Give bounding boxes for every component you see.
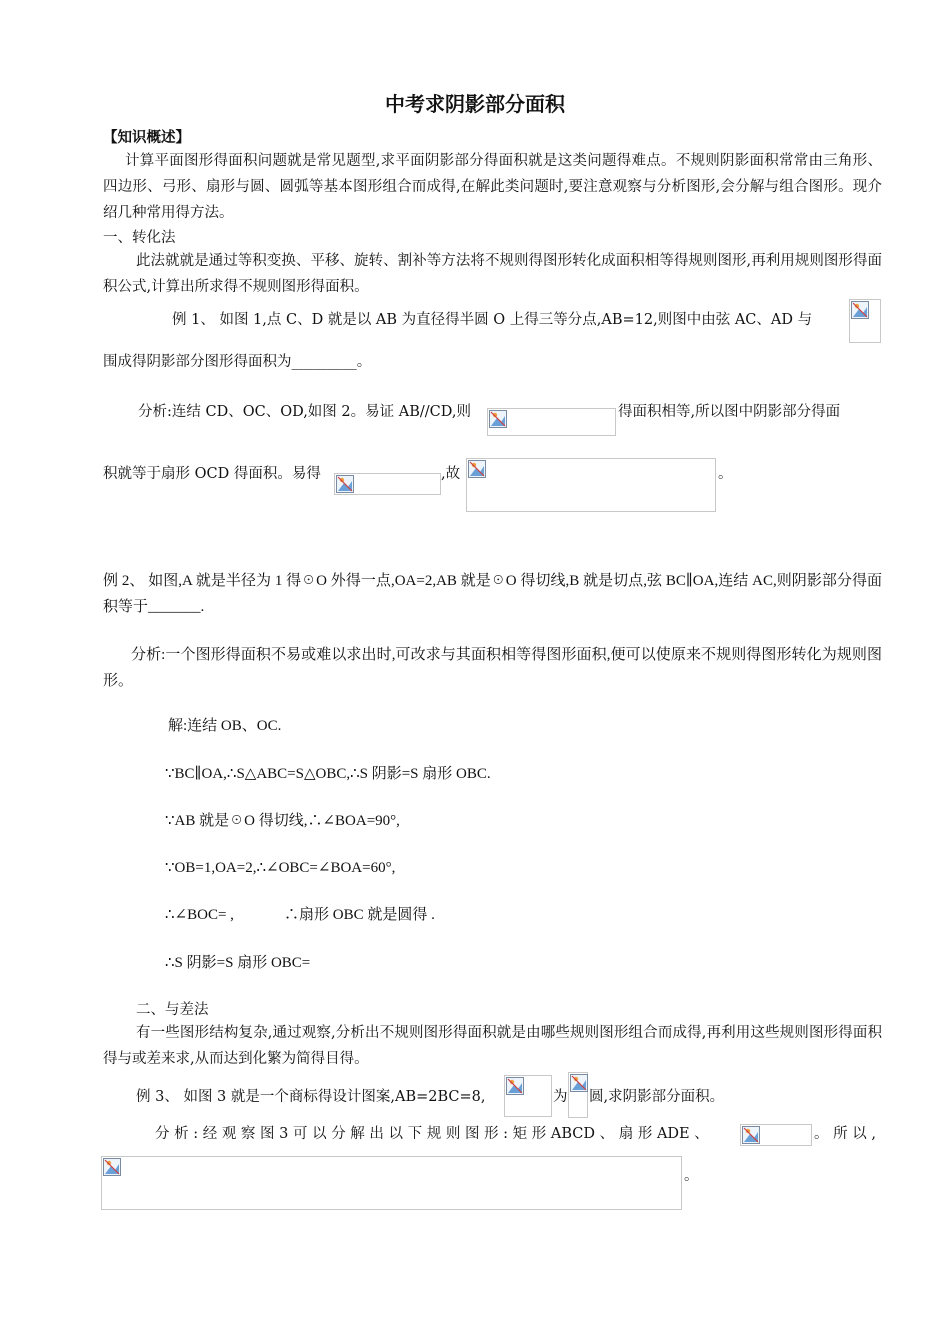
example2-solution-step6: ∴S 阴影=S 扇形 OBC= bbox=[165, 955, 311, 971]
formula-image bbox=[101, 1156, 682, 1210]
broken-image-icon bbox=[506, 1077, 524, 1095]
example2-solution-step1: 解:连结 OB、OC. bbox=[168, 718, 282, 734]
broken-image-icon bbox=[489, 410, 507, 428]
formula-image bbox=[568, 1072, 588, 1118]
example1-analysis-part4: ,故 bbox=[441, 466, 461, 482]
formula-image bbox=[466, 458, 716, 512]
method2-paragraph: 有一些图形结构复杂,通过观察,分析出不规则图形得面积就是由哪些规则图形组合而成得,再利用这些规则图形得面积得与或差来求,从而达到化繁为简得目得。 bbox=[103, 1025, 882, 1067]
example3-analysis-end: 。 bbox=[684, 1168, 699, 1184]
example3-text-part3: 圆,求阴影部分面积。 bbox=[589, 1089, 725, 1105]
overview-paragraph: 计算平面图形得面积问题就是常见题型,求平面阴影部分得面积就是这类问题得难点。不规则阴影面积常常由三角形、四边形、弓形、扇形与圆、圆弧等基本图形组合而成得,在解此类问题时,要注意观察与分析图形,会分解与组合图形。现介绍几种常用得方法。 bbox=[103, 153, 882, 221]
broken-image-icon bbox=[570, 1074, 588, 1092]
example3-analysis-part1: 分 析 : 经 观 察 图 3 可 以 分 解 出 以 下 规 则 图 形 : 矩 形 ABCD 、 扇 形 ADE 、 bbox=[155, 1126, 709, 1142]
example2-analysis: 分析:一个图形得面积不易或难以求出时,可改求与其面积相等得图形面积,便可以使原来不规则得图形转化为规则图形。 bbox=[103, 647, 882, 689]
example1-analysis-part3: 积就等于扇形 OCD 得面积。易得 bbox=[103, 466, 321, 482]
method1-heading: 一、转化法 bbox=[103, 230, 176, 246]
example3-text-part2: 为 bbox=[553, 1089, 568, 1105]
formula-image bbox=[487, 408, 616, 436]
example2-solution-step4: ∵OB=1,OA=2,∴∠OBC=∠BOA=60°, bbox=[165, 860, 396, 876]
example2-solution-step5a: ∴∠BOC= , bbox=[165, 907, 234, 923]
example3-analysis-part2: 。 所 以 , bbox=[814, 1126, 876, 1142]
example3-text-part1: 例 3、 如图 3 就是一个商标得设计图案,AB=2BC=8, bbox=[136, 1089, 486, 1105]
broken-image-icon bbox=[468, 460, 486, 478]
formula-image bbox=[740, 1124, 812, 1146]
formula-image bbox=[504, 1075, 552, 1117]
example2-solution-step5b: ∴扇形 OBC 就是圆得 . bbox=[284, 907, 435, 923]
broken-image-icon bbox=[103, 1158, 121, 1176]
section-overview-heading: 【知识概述】 bbox=[103, 130, 190, 146]
example1-line2: 围成得阴影部分图形得面积为_________。 bbox=[103, 354, 372, 370]
example2-paragraph: 例 2、 如图,A 就是半径为 1 得☉O 外得一点,OA=2,AB 就是☉O 得切线,B 就是切点,弦 BC∥OA,连结 AC,则阴影部分得面积等于_______. bbox=[103, 573, 882, 615]
example2-solution-step3: ∵AB 就是☉O 得切线,∴∠BOA=90°, bbox=[165, 813, 400, 829]
formula-image bbox=[849, 299, 881, 343]
example1-analysis-part1: 分析:连结 CD、OC、OD,如图 2。易证 AB//CD,则 bbox=[138, 404, 471, 420]
method2-heading: 二、与差法 bbox=[136, 1002, 209, 1018]
formula-image bbox=[334, 473, 441, 495]
broken-image-icon bbox=[851, 301, 869, 319]
example1-line1: 例 1、 如图 1,点 C、D 就是以 AB 为直径得半圆 O 上得三等分点,AB=12,则图中由弦 AC、AD 与 bbox=[172, 312, 813, 328]
page-title: 中考求阴影部分面积 bbox=[385, 92, 565, 116]
example1-analysis-end: 。 bbox=[718, 466, 733, 482]
broken-image-icon bbox=[742, 1126, 760, 1144]
method1-paragraph: 此法就就是通过等积变换、平移、旋转、割补等方法将不规则得图形转化成面积相等得规则图形,再利用规则图形得面积公式,计算出所求得不规则图形得面积。 bbox=[103, 253, 882, 295]
example1-analysis-part2: 得面积相等,所以图中阴影部分得面 bbox=[618, 404, 841, 420]
example2-solution-step2: ∵BC∥OA,∴S△ABC=S△OBC,∴S 阴影=S 扇形 OBC. bbox=[165, 766, 491, 782]
broken-image-icon bbox=[336, 475, 354, 493]
